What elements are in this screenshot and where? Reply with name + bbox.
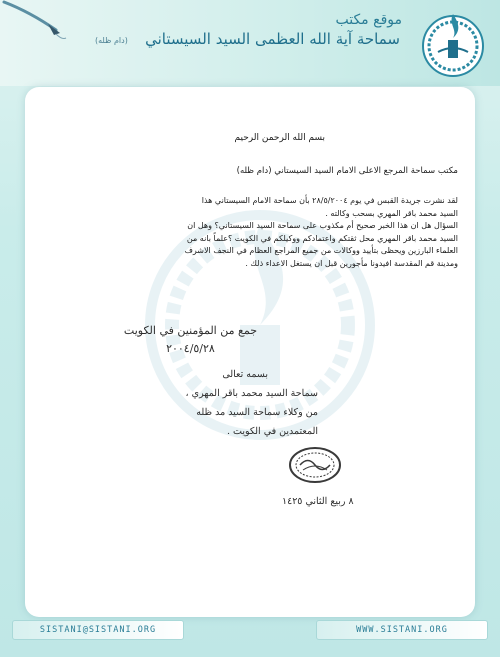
basmala-text: بسم الله الرحمن الرحيم [234,133,325,143]
handwritten-reply [68,365,318,441]
reply-heading: بسمه تعالى [222,369,268,380]
sender-signature [124,322,257,358]
site-title: موقع مكتب [335,12,402,28]
reply-date: ٨ ربيع الثاني ١٤٢٥ [282,496,354,507]
addressee-text: مكتب سماحة المرجع الاعلى الامام السيد السيستاني (دام ظله) [236,166,458,176]
reply-line: المعتمدين في الكويت . [226,426,318,437]
honorific-text: (دام ظله) [95,36,128,45]
email-link[interactable]: SISTANI@SISTANI.ORG [39,625,157,635]
question-line: السيد محمد باقر المهري بسحب وكالته . [325,208,458,218]
question-line: العلماء البارزين ويحظى بتأييد ووكالات من جميع المراجع العظام في النجف الاشرف [184,246,458,255]
site-subtitle: سماحة آية الله العظمى السيد السيستاني [145,30,400,48]
reply-line: سماحة السيد محمد باقر المهري ، [185,388,318,399]
question-body [43,195,458,270]
question-line: ومدينة قم المقدسة افيدونا مأجورين قبل ان يستغل الاعداء ذلك . [245,258,458,268]
question-line: السؤال هل ان هذا الخبر صحيح أم مكذوب على سماحة السيد السيستاني؟ وهل ان [187,221,458,230]
website-link[interactable]: WWW.SISTANI.ORG [356,625,448,635]
office-seal-stamp [288,446,342,484]
footer-website-box [316,620,488,640]
sender-name: جمع من المؤمنين في الكويت [123,324,257,337]
footer-email-box [12,620,184,640]
question-line: لقد نشرت جريدة القبس في يوم ٢٨/٥/٢٠٠٤ بأن سماحة الامام السيستاني هذا [201,196,458,205]
reply-line: من وكلاء سماحة السيد مد ظله [196,407,318,418]
office-emblem-icon [418,8,488,78]
sender-date: ٢٠٠٤/٥/٢٨ [166,342,215,355]
question-line: السيد محمد باقر المهري محل ثقتكم واعتمادكم ووكيلكم في الكويت ؟علماً بانه من [186,233,458,243]
